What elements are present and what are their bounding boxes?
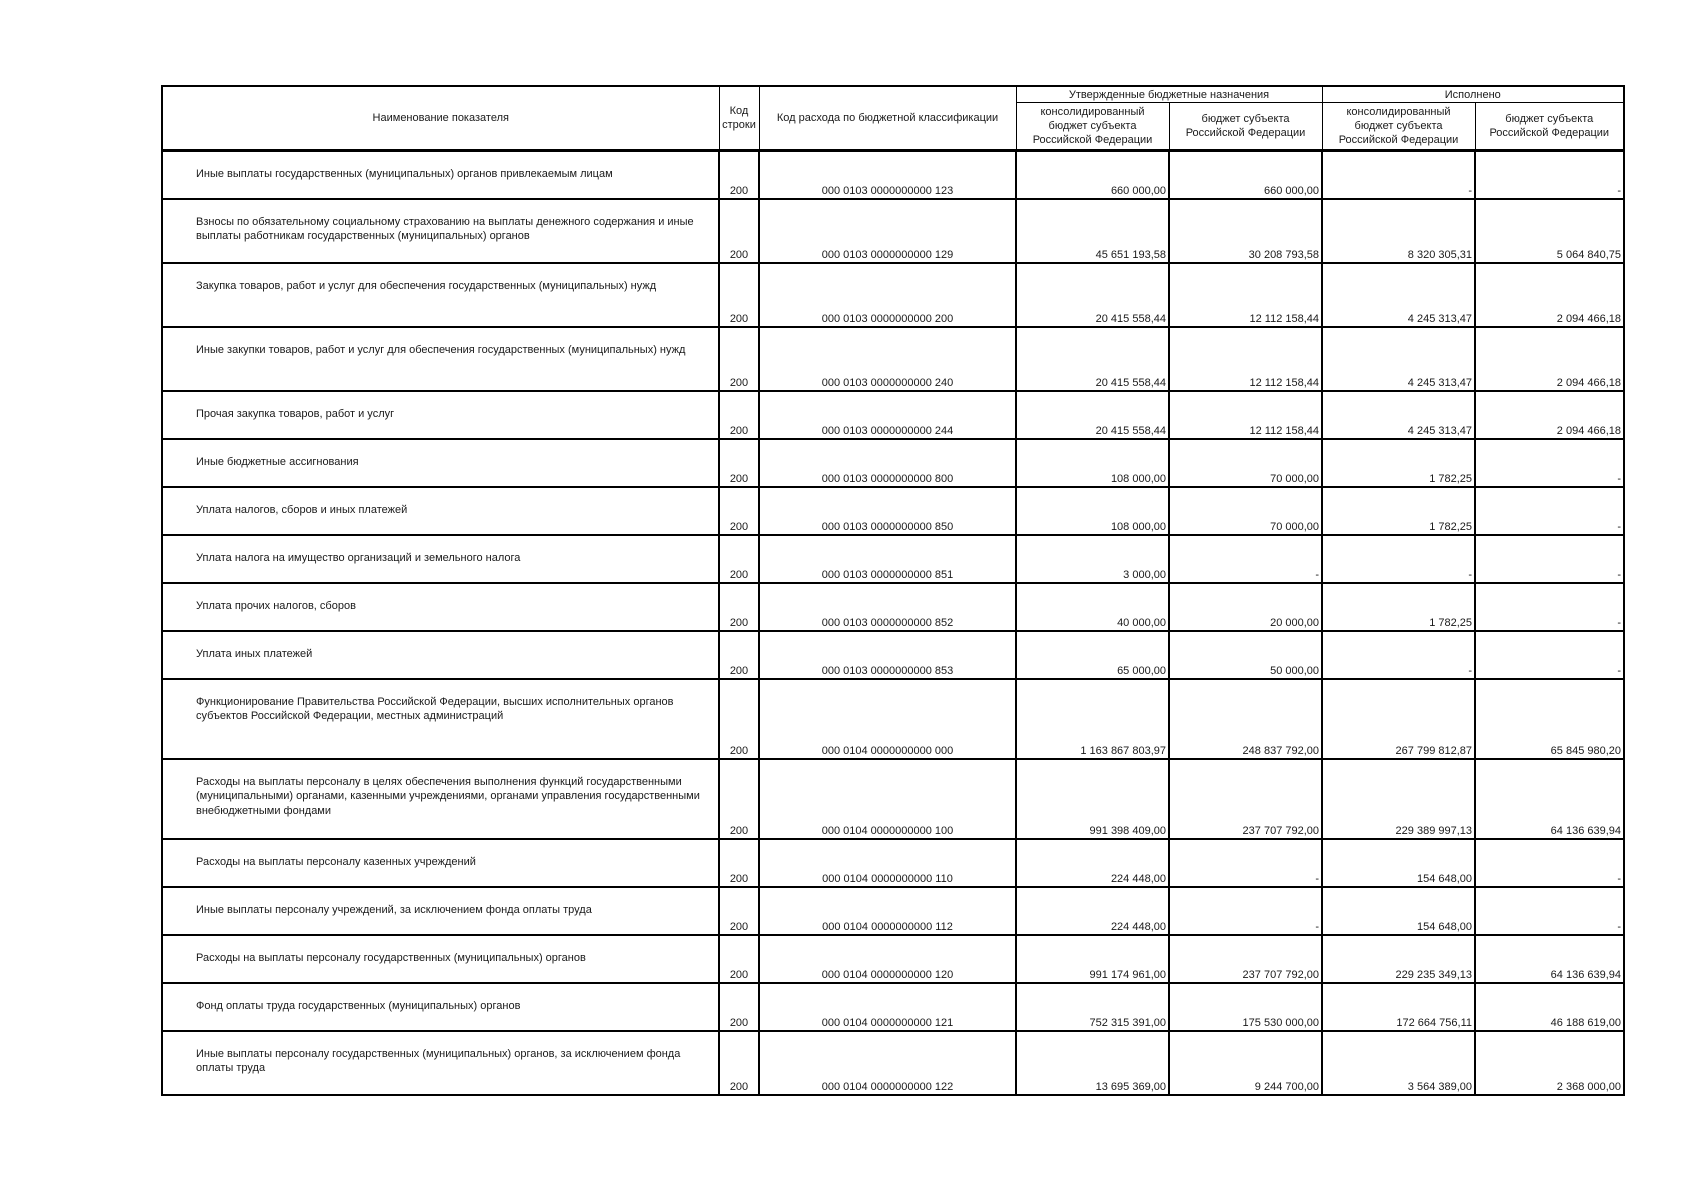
row-line-code: 200: [719, 887, 759, 935]
row-approved-subject: 12 112 158,44: [1169, 263, 1322, 327]
row-expense-code: 000 0103 0000000000 240: [759, 327, 1016, 391]
row-approved-subject: -: [1169, 839, 1322, 887]
budget-report-sheet: [161, 85, 1623, 1096]
row-expense-code: 000 0103 0000000000 200: [759, 263, 1016, 327]
row-approved-subject: 70 000,00: [1169, 439, 1322, 487]
row-executed-subject: 65 845 980,20: [1475, 679, 1624, 759]
row-approved-subject: 175 530 000,00: [1169, 983, 1322, 1031]
row-line-code: 200: [719, 839, 759, 887]
row-expense-code: 000 0103 0000000000 129: [759, 199, 1016, 263]
row-name: Закупка товаров, работ и услуг для обеспечения государственных (муниципальных) нужд: [162, 263, 719, 327]
budget-table: [161, 85, 1625, 1096]
row-expense-code: 000 0103 0000000000 852: [759, 583, 1016, 631]
row-approved-subject: 12 112 158,44: [1169, 327, 1322, 391]
row-line-code: 200: [719, 391, 759, 439]
row-approved-subject: 70 000,00: [1169, 487, 1322, 535]
table-row: [162, 327, 1624, 391]
header-executed: Исполнено: [1322, 86, 1624, 103]
table-row: [162, 583, 1624, 631]
table-header: [162, 86, 1624, 151]
row-expense-code: 000 0104 0000000000 122: [759, 1031, 1016, 1095]
row-line-code: 200: [719, 1031, 759, 1095]
row-expense-code: 000 0104 0000000000 120: [759, 935, 1016, 983]
header-name: Наименование показателя: [162, 86, 719, 151]
row-executed-subject: 64 136 639,94: [1475, 935, 1624, 983]
row-line-code: 200: [719, 759, 759, 839]
table-row: [162, 679, 1624, 759]
row-approved-subject: 12 112 158,44: [1169, 391, 1322, 439]
row-name: Иные выплаты персоналу учреждений, за исключением фонда оплаты труда: [162, 887, 719, 935]
table-row: [162, 439, 1624, 487]
row-expense-code: 000 0104 0000000000 121: [759, 983, 1016, 1031]
header-executed-consolidated: консолидированный бюджет субъекта Российской Федерации: [1322, 103, 1475, 151]
row-executed-subject: 2 094 466,18: [1475, 391, 1624, 439]
row-line-code: 200: [719, 935, 759, 983]
row-expense-code: 000 0103 0000000000 853: [759, 631, 1016, 679]
row-executed-consolidated: -: [1322, 151, 1475, 199]
header-approved: Утвержденные бюджетные назначения: [1016, 86, 1322, 103]
row-executed-subject: -: [1475, 887, 1624, 935]
row-executed-subject: -: [1475, 631, 1624, 679]
row-executed-consolidated: 267 799 812,87: [1322, 679, 1475, 759]
row-line-code: 200: [719, 583, 759, 631]
table-row: [162, 391, 1624, 439]
row-approved-subject: -: [1169, 887, 1322, 935]
header-approved-subject: бюджет субъекта Российской Федерации: [1169, 103, 1322, 151]
row-executed-subject: 2 094 466,18: [1475, 263, 1624, 327]
row-approved-subject: 50 000,00: [1169, 631, 1322, 679]
row-executed-subject: -: [1475, 487, 1624, 535]
row-approved-consolidated: 224 448,00: [1016, 887, 1169, 935]
row-line-code: 200: [719, 535, 759, 583]
row-expense-code: 000 0103 0000000000 851: [759, 535, 1016, 583]
row-approved-consolidated: 991 398 409,00: [1016, 759, 1169, 839]
table-row: [162, 631, 1624, 679]
row-name: Уплата налогов, сборов и иных платежей: [162, 487, 719, 535]
row-line-code: 200: [719, 487, 759, 535]
row-approved-consolidated: 108 000,00: [1016, 439, 1169, 487]
row-name: Иные выплаты государственных (муниципальных) органов привлекаемым лицам: [162, 151, 719, 199]
row-approved-consolidated: 65 000,00: [1016, 631, 1169, 679]
row-line-code: 200: [719, 327, 759, 391]
row-approved-subject: 660 000,00: [1169, 151, 1322, 199]
row-executed-consolidated: 172 664 756,11: [1322, 983, 1475, 1031]
row-approved-consolidated: 1 163 867 803,97: [1016, 679, 1169, 759]
row-name: Взносы по обязательному социальному страхованию на выплаты денежного содержания и иные выплаты работникам государственных (муниципальных) органов: [162, 199, 719, 263]
row-executed-consolidated: 4 245 313,47: [1322, 391, 1475, 439]
row-name: Расходы на выплаты персоналу в целях обеспечения выполнения функций государственными (муниципальными) органами, казенными учреждениями, органами управления государственными внебюджетными фондами: [162, 759, 719, 839]
row-approved-subject: -: [1169, 535, 1322, 583]
row-executed-consolidated: 3 564 389,00: [1322, 1031, 1475, 1095]
row-executed-subject: 64 136 639,94: [1475, 759, 1624, 839]
header-executed-subject: бюджет субъекта Российской Федерации: [1475, 103, 1624, 151]
row-executed-consolidated: 8 320 305,31: [1322, 199, 1475, 263]
table-row: [162, 151, 1624, 199]
row-expense-code: 000 0103 0000000000 800: [759, 439, 1016, 487]
row-line-code: 200: [719, 263, 759, 327]
row-approved-subject: 237 707 792,00: [1169, 759, 1322, 839]
table-row: [162, 487, 1624, 535]
row-approved-consolidated: 20 415 558,44: [1016, 263, 1169, 327]
row-executed-subject: -: [1475, 151, 1624, 199]
row-executed-consolidated: 154 648,00: [1322, 887, 1475, 935]
header-approved-consolidated: консолидированный бюджет субъекта Российской Федерации: [1016, 103, 1169, 151]
row-executed-consolidated: 4 245 313,47: [1322, 327, 1475, 391]
row-executed-consolidated: 229 389 997,13: [1322, 759, 1475, 839]
row-executed-subject: -: [1475, 583, 1624, 631]
row-name: Иные бюджетные ассигнования: [162, 439, 719, 487]
table-row: [162, 983, 1624, 1031]
row-line-code: 200: [719, 439, 759, 487]
row-line-code: 200: [719, 199, 759, 263]
table-row: [162, 887, 1624, 935]
row-approved-subject: 248 837 792,00: [1169, 679, 1322, 759]
table-row: [162, 759, 1624, 839]
row-approved-subject: 237 707 792,00: [1169, 935, 1322, 983]
row-name: Функционирование Правительства Российской Федерации, высших исполнительных органов субъектов Российской Федерации, местных администраций: [162, 679, 719, 759]
table-row: [162, 1031, 1624, 1095]
row-expense-code: 000 0103 0000000000 123: [759, 151, 1016, 199]
row-line-code: 200: [719, 631, 759, 679]
row-name: Расходы на выплаты персоналу казенных учреждений: [162, 839, 719, 887]
row-approved-consolidated: 3 000,00: [1016, 535, 1169, 583]
row-approved-consolidated: 20 415 558,44: [1016, 327, 1169, 391]
row-expense-code: 000 0104 0000000000 110: [759, 839, 1016, 887]
row-name: Прочая закупка товаров, работ и услуг: [162, 391, 719, 439]
row-approved-subject: 9 244 700,00: [1169, 1031, 1322, 1095]
row-approved-consolidated: 224 448,00: [1016, 839, 1169, 887]
row-approved-consolidated: 13 695 369,00: [1016, 1031, 1169, 1095]
row-executed-subject: 2 368 000,00: [1475, 1031, 1624, 1095]
row-approved-consolidated: 40 000,00: [1016, 583, 1169, 631]
row-name: Уплата прочих налогов, сборов: [162, 583, 719, 631]
row-executed-consolidated: 229 235 349,13: [1322, 935, 1475, 983]
row-name: Иные закупки товаров, работ и услуг для обеспечения государственных (муниципальных) нужд: [162, 327, 719, 391]
row-line-code: 200: [719, 679, 759, 759]
table-row: [162, 199, 1624, 263]
table-body: [162, 151, 1624, 1095]
row-executed-subject: 5 064 840,75: [1475, 199, 1624, 263]
row-expense-code: 000 0104 0000000000 100: [759, 759, 1016, 839]
row-expense-code: 000 0104 0000000000 000: [759, 679, 1016, 759]
header-line-code: Код строки: [719, 86, 759, 151]
row-approved-subject: 20 000,00: [1169, 583, 1322, 631]
row-executed-consolidated: 1 782,25: [1322, 583, 1475, 631]
row-approved-consolidated: 108 000,00: [1016, 487, 1169, 535]
row-executed-consolidated: -: [1322, 631, 1475, 679]
row-expense-code: 000 0103 0000000000 244: [759, 391, 1016, 439]
row-line-code: 200: [719, 983, 759, 1031]
row-expense-code: 000 0104 0000000000 112: [759, 887, 1016, 935]
row-name: Уплата иных платежей: [162, 631, 719, 679]
header-expense-code: Код расхода по бюджетной классификации: [759, 86, 1016, 151]
row-approved-consolidated: 752 315 391,00: [1016, 983, 1169, 1031]
row-name: Уплата налога на имущество организаций и земельного налога: [162, 535, 719, 583]
row-name: Расходы на выплаты персоналу государственных (муниципальных) органов: [162, 935, 719, 983]
row-line-code: 200: [719, 151, 759, 199]
table-row: [162, 839, 1624, 887]
table-row: [162, 263, 1624, 327]
row-approved-subject: 30 208 793,58: [1169, 199, 1322, 263]
row-executed-consolidated: 4 245 313,47: [1322, 263, 1475, 327]
row-approved-consolidated: 991 174 961,00: [1016, 935, 1169, 983]
row-executed-subject: -: [1475, 439, 1624, 487]
row-approved-consolidated: 45 651 193,58: [1016, 199, 1169, 263]
row-name: Иные выплаты персоналу государственных (муниципальных) органов, за исключением фонда оплаты труда: [162, 1031, 719, 1095]
row-expense-code: 000 0103 0000000000 850: [759, 487, 1016, 535]
row-executed-subject: -: [1475, 535, 1624, 583]
table-row: [162, 935, 1624, 983]
row-executed-subject: 46 188 619,00: [1475, 983, 1624, 1031]
row-executed-consolidated: 1 782,25: [1322, 487, 1475, 535]
table-row: [162, 535, 1624, 583]
row-executed-subject: -: [1475, 839, 1624, 887]
row-executed-consolidated: -: [1322, 535, 1475, 583]
row-approved-consolidated: 660 000,00: [1016, 151, 1169, 199]
row-name: Фонд оплаты труда государственных (муниципальных) органов: [162, 983, 719, 1031]
row-executed-consolidated: 154 648,00: [1322, 839, 1475, 887]
row-executed-subject: 2 094 466,18: [1475, 327, 1624, 391]
row-approved-consolidated: 20 415 558,44: [1016, 391, 1169, 439]
row-executed-consolidated: 1 782,25: [1322, 439, 1475, 487]
